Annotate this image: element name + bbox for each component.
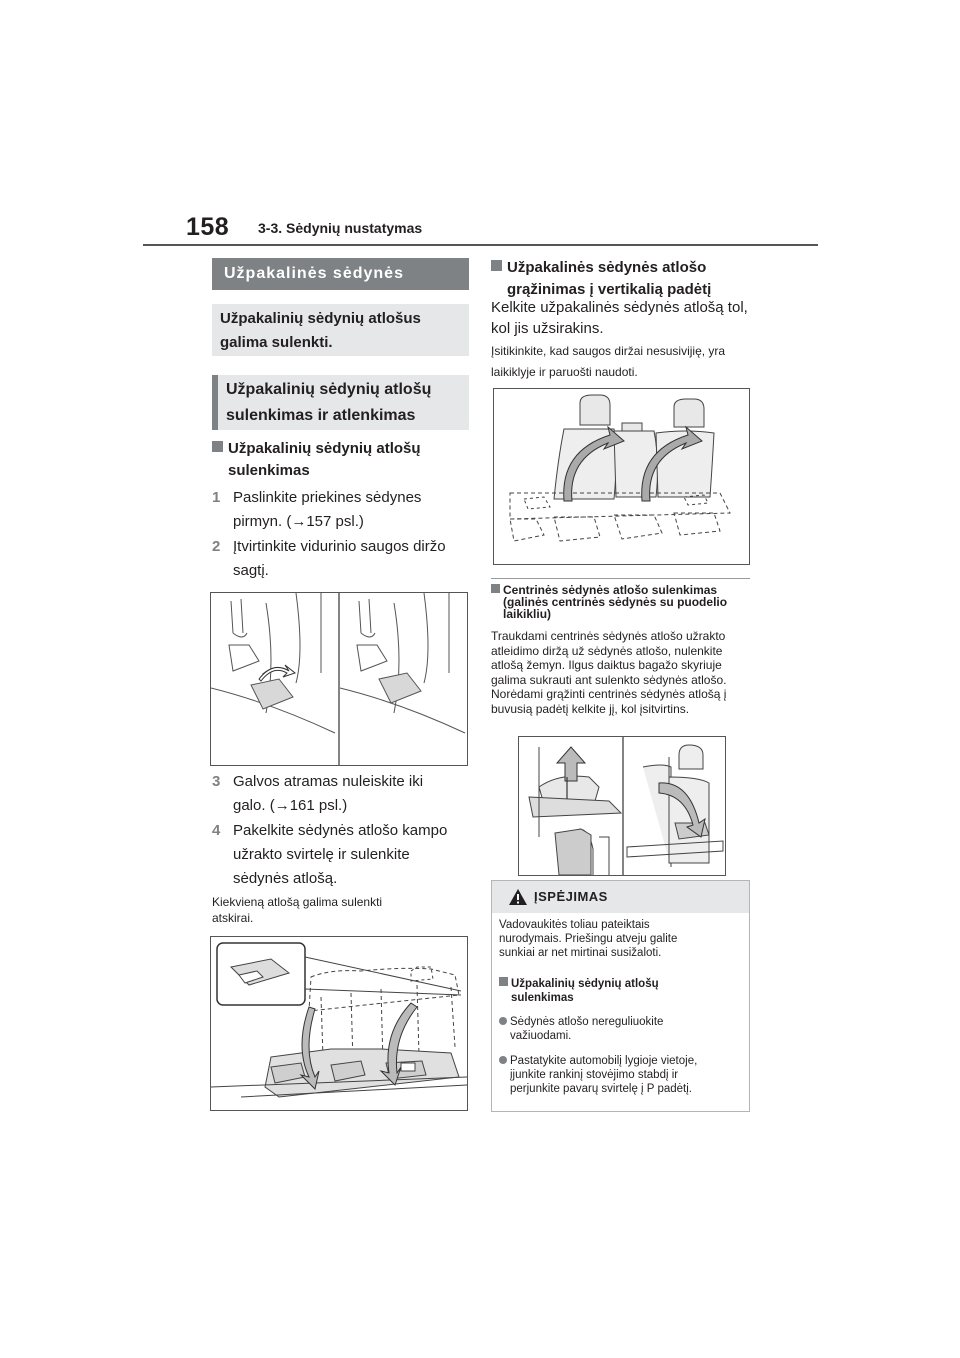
divider <box>491 578 750 579</box>
circle-bullet-icon <box>499 1056 507 1064</box>
return-heading: Užpakalinės sėdynės atlošo grąžinimas į vertikalią padėtį <box>491 257 761 301</box>
warning-header: ĮSPĖJIMAS <box>492 881 749 913</box>
figure-raise-seats <box>493 388 750 565</box>
square-bullet-icon <box>491 584 500 593</box>
center-seat-illustration <box>519 737 725 875</box>
raise-seats-illustration <box>494 389 749 564</box>
square-bullet-icon <box>491 260 502 271</box>
center-body: Traukdami centrinės sėdynės atlošo užrakto atleidimo diržą už sėdynės atlošo, nulenkite atlošą žemyn. Ilgus daiktus bagažo skyriuje galima sukrauti ant sulenkto sėdynės atlošo. Norėdami grąžinti centrinės sėdynės atlošą į buvusią padėtį kelkite jį, kol įsitvirtins. <box>491 629 727 716</box>
figure-center-seat <box>518 736 726 876</box>
figure-buckle <box>210 592 468 766</box>
band-title: Užpakalinės sėdynės <box>212 258 469 290</box>
warning-sub-heading: Užpakalinių sėdynių atlošų sulenkimas <box>499 977 744 1005</box>
sub-heading-fold: Užpakalinių sėdynių atlošų sulenkimas <box>212 438 472 482</box>
section-title: 3-3. Sėdynių nustatymas <box>258 220 423 236</box>
return-note: Įsitikinkite, kad saugos diržai nesusivijię, yra laikiklyje ir paruošti naudoti. <box>491 344 726 379</box>
figure-fold-seats <box>210 936 468 1111</box>
warning-bullet-2: Pastatykite automobilį lygioje vietoje, įjunkite rankinį stovėjimo stabdį ir perjunkite pavarų svirtelę į P padėtį. <box>499 1054 744 1096</box>
return-body: Kelkite užpakalinės sėdynės atlošą tol, kol jis užsirakins. <box>491 299 748 337</box>
square-bullet-icon <box>212 441 223 452</box>
intro-box: Užpakalinių sėdynių atlošus galima sulenkti. <box>212 304 469 356</box>
left-note: Kiekvieną atlošą galima sulenkti atskirai. <box>212 895 383 925</box>
fold-seats-illustration <box>211 937 467 1110</box>
page-number: 158 <box>186 213 230 241</box>
center-heading: Centrinės sėdynės atlošo sulenkimas (galinės centrinės sėdynės su puodelio laikikliu) <box>491 584 756 620</box>
warning-intro: Vadovaukitės toliau pateiktais nurodymais. Priešingu atveju galite sunkiai ar net mirtinai susižaloti. <box>499 919 678 959</box>
warning-icon <box>508 888 528 906</box>
warning-bullet-1: Sėdynės atlošo nereguliuokite važiuodami. <box>499 1015 744 1043</box>
header-rule <box>143 244 818 246</box>
circle-bullet-icon <box>499 1017 507 1025</box>
square-bullet-icon <box>499 977 508 986</box>
section-box: Užpakalinių sėdynių atlošų sulenkimas ir atlenkimas <box>212 375 469 430</box>
buckle-illustration <box>211 593 467 765</box>
warning-box <box>491 880 750 1112</box>
